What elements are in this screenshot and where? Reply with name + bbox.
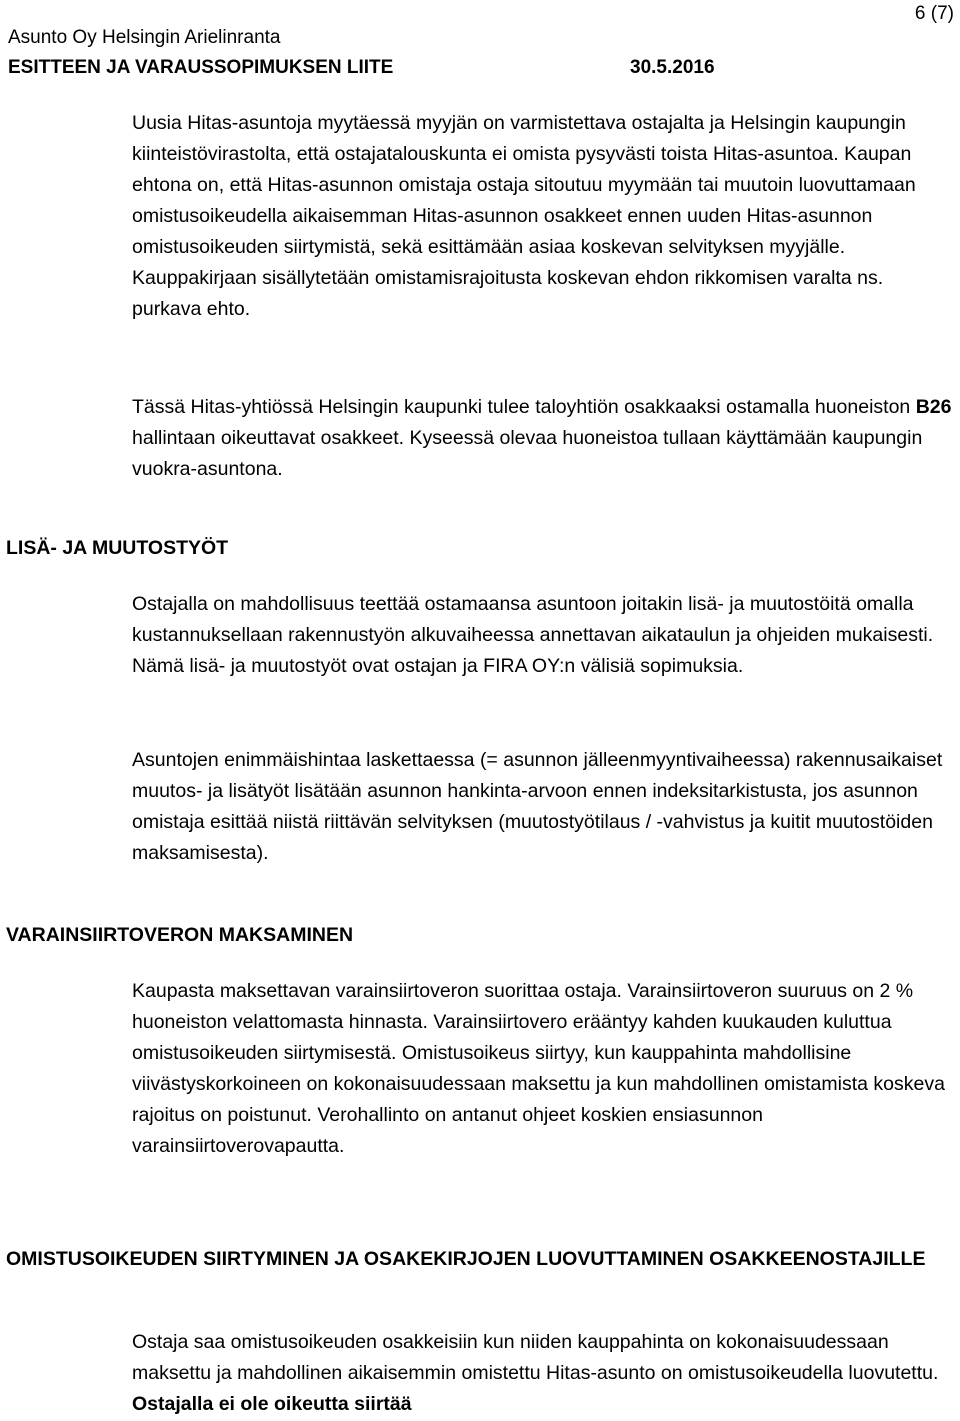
- document-date: 30.5.2016: [630, 57, 715, 78]
- paragraph-city-shares: [132, 392, 957, 485]
- document-title: ESITTEEN JA VARAUSSOPIMUKSEN LIITE: [8, 57, 394, 78]
- page-header: [8, 0, 956, 90]
- paragraph-hitas-ownership: Uusia Hitas-asuntoja myytäessä myyjän on varmistettava ostajalta ja Helsingin kaupungin kiinteistövirastolta, että ostajatalouskunta ei omista pysyvästi toista Hitas-asuntoa. Kaupan ehtona on, että Hitas-asunnon omistaja ostaja sitoutuu myymään tai muutoin luovuttamaan omistusoikeudella aikaisemman Hitas-asunnon osakkeet ennen uuden Hitas-asunnon omistusoikeuden siirtymistä, sekä esittämään asiaa koskevan selvityksen myyjälle. Kauppakirjaan sisällytetään omistamisrajoitusta koskevan ehdon rikkomisen varalta ns. purkava ehto.: [132, 112, 916, 320]
- paragraph-text: Ostaja saa omistusoikeuden osakkeisiin kun niiden kauppahinta on kokonaisuudessaan maksettu ja mahdollinen aikaisemmin omistettu Hitas-asunto on omistusoikeudella luovutettu.: [132, 1331, 939, 1384]
- paragraph-bold-text: Ostajalla ei ole oikeutta siirtää: [132, 1393, 412, 1415]
- section-heading-additions: LISÄ- JA MUUTOSTYÖT: [6, 537, 229, 559]
- paragraph-additions-2: Asuntojen enimmäishintaa laskettaessa (= asunnon jälleenmyyntivaiheessa) rakennusaikaiset muutos- ja lisätyöt lisätään asunnon hankinta-arvoon ennen indeksitarkistusta, jos asunnon omistaja esittää niistä riittävän selvityksen (muutostyötilaus / -vahvistus ja kuitit muutostöiden maksamisesta).: [132, 749, 943, 864]
- paragraph-ownership-transfer: [132, 1327, 957, 1420]
- apartment-code: B26: [915, 396, 952, 418]
- section-heading-ownership-transfer: OMISTUSOIKEUDEN SIIRTYMINEN JA OSAKEKIRJOJEN LUOVUTTAMINEN OSAKKEENOSTAJILLE: [6, 1248, 926, 1270]
- paragraph-transfer-tax: Kaupasta maksettavan varainsiirtoveron suorittaa ostaja. Varainsiirtoveron suuruus on 2 % huoneiston velattomasta hinnasta. Varainsiirtovero erääntyy kahden kuukauden kuluttua omistusoikeuden siirtymisestä. Omistusoikeus siirtyy, kun kauppahinta mahdollisine viivästyskorkoineen on kokonaisuudessaan maksettu ja kun mahdollinen omistamista koskeva rajoitus on poistunut. Verohallinto on antanut ohjeet koskien ensiasunnon varainsiirtoverovapautta.: [132, 980, 945, 1157]
- page-number: 6 (7): [914, 3, 954, 24]
- company-name: Asunto Oy Helsingin Arielinranta: [8, 27, 281, 48]
- paragraph-additions-1: Ostajalla on mahdollisuus teettää ostamaansa asuntoon joitakin lisä- ja muutostöitä omalla kustannuksellaan rakennustyön alkuvaiheessa annettavan aikataulun ja ohjeiden mukaisesti. Nämä lisä- ja muutostyöt ovat ostajan ja FIRA OY:n välisiä sopimuksia.: [132, 593, 934, 677]
- paragraph-text: Tässä Hitas-yhtiössä Helsingin kaupunki tulee taloyhtiön osakkaaksi ostamalla huoneiston: [132, 396, 916, 418]
- paragraph-text: hallintaan oikeuttavat osakkeet. Kyseessä olevaa huoneistoa tullaan käyttämään kaupungin vuokra-asuntona.: [132, 427, 923, 480]
- section-heading-transfer-tax: VARAINSIIRTOVERON MAKSAMINEN: [6, 924, 354, 946]
